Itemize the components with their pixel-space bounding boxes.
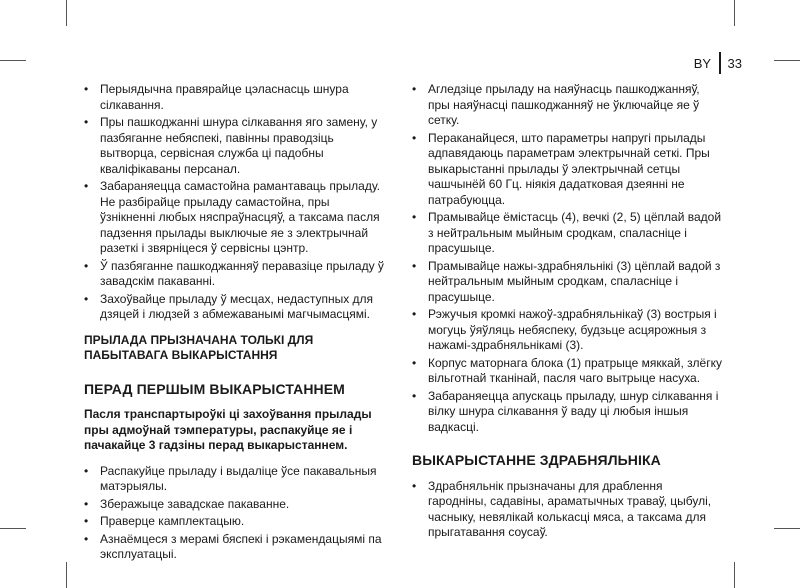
list-item: • Забараняецца самастойна рамантаваць прыладу. Не разбірайце прыладу самастойна, пры ўзнікненні любых няспраўнасцяў, а таксама пасля падзення прылады выключые яе з электрычнай разеткі і звярніцеся ў сервісны цэнтр. [84,179,384,257]
list-item: • Азнаёмцеся з мерамі бяспекі і рэкамендацыямі па эксплуатацыі. [84,532,384,563]
crop-mark [66,562,67,588]
section-lead: Пасля транспартыроўкі ці захоўвання прылады пры адмоўнай тэмпературы, распакуйце яе і пачакайце 3 гадзіны перад выкарыстаннем. [84,407,372,452]
page-number: 33 [727,55,742,71]
list-item: • Зберажыце завадскае пакаванне. [84,497,384,513]
crop-mark [774,528,800,529]
list-item: • Забараняецца апускаць прыладу, шнур сілкавання і вілку шнура сілкавання ў ваду ці любыя іншыя вадкасці. [412,389,724,436]
list-item: • Распакуйце прыладу і выдаліце ўсе пакавальныя матэрыялы. [84,464,384,495]
page-header [694,52,742,74]
list-item: • Пераканайцеся, што параметры напругі прылады адпавядаюць параметрам электрычнай сеткі. Пры выкарыстанні прылады ў электрычнай сетцы чашчынёй 60 Гц. ніякія дадатковая дзеянні не патрабуюцца. [412,131,724,209]
list-item: • Пры пашкоджанні шнура сілкавання яго замену, у пазбяганне небяспекі, павінны праводзіць вытворца, сервісная служба ці падобны кваліфікаваны персанал. [84,115,384,177]
crop-mark [774,60,800,61]
crop-mark [734,0,735,26]
list-item: • Здрабняльнік прызначаны для драблення гародніны, садавіны, араматычных траваў, цыбулі, часныку, невялікай колькасці мяса, а таксама для прыгатавання соусаў. [412,479,724,541]
first-use-list [84,464,384,563]
list-item: • Корпус маторнага блока (1) пратрыце мяккай, злёгку вільготнай тканінай, пасля чаго вытрыце насуха. [412,356,724,387]
right-column [412,82,724,543]
crop-mark [66,0,67,26]
left-column [84,82,384,565]
list-item: • Перыядычна правярайце цэласнасць шнура сілкавання. [84,82,384,113]
header-divider [719,52,721,74]
list-item: • Рэжучыя кромкі нажоў-здрабняльнікаў (3) вострыя і могуць ўяўляць небяспеку, будзьце асцярожныя з нажамі-здрабняльнікамі (3). [412,307,724,354]
list-item: • Захоўвайце прыладу ў месцах, недаступных для дзяцей і людзей з абмежаванымі магчымасцямі. [84,292,384,323]
crop-mark [734,562,735,588]
list-item: • Агледзіце прыладу на наяўнасць пашкоджанняў, пры наяўнасці пашкоджанняў не ўключайце яе ў сетку. [412,82,724,129]
crop-mark [0,60,26,61]
section-title-chopper-usage: ВЫКАРЫСТАННЕ ЗДРАБНЯЛЬНІКА [412,452,661,468]
list-item: • Ў пазбяганне пашкоджанняў перавазіце прыладу ў завадскім пакаванні. [84,259,384,290]
usage-list [412,479,724,541]
safety-list [84,82,384,323]
list-item: • Прамывайце нажы-здрабняльнікі (3) цёплай вадой з нейтральным мыйным сродкам, спаласніце і прасушыце. [412,259,724,306]
preparation-list [412,82,724,435]
list-item: • Прамывайце ёмістасць (4), вечкі (2, 5) цёплай вадой з нейтральным мыйным сродкам, спаласніце і прасушыце. [412,210,724,257]
list-item: • Праверце камплектацыю. [84,514,384,530]
section-title-before-first-use: ПЕРАД ПЕРШЫМ ВЫКАРЫСТАННЕМ [84,380,345,397]
crop-mark [0,528,26,529]
household-use-note: ПРЫЛАДА ПРЫЗНАЧАНА ТОЛЬКІ ДЛЯ ПАБЫТАВАГА ВЫКАРЫСТАННЯ [84,332,314,362]
language-code: BY [693,55,712,71]
